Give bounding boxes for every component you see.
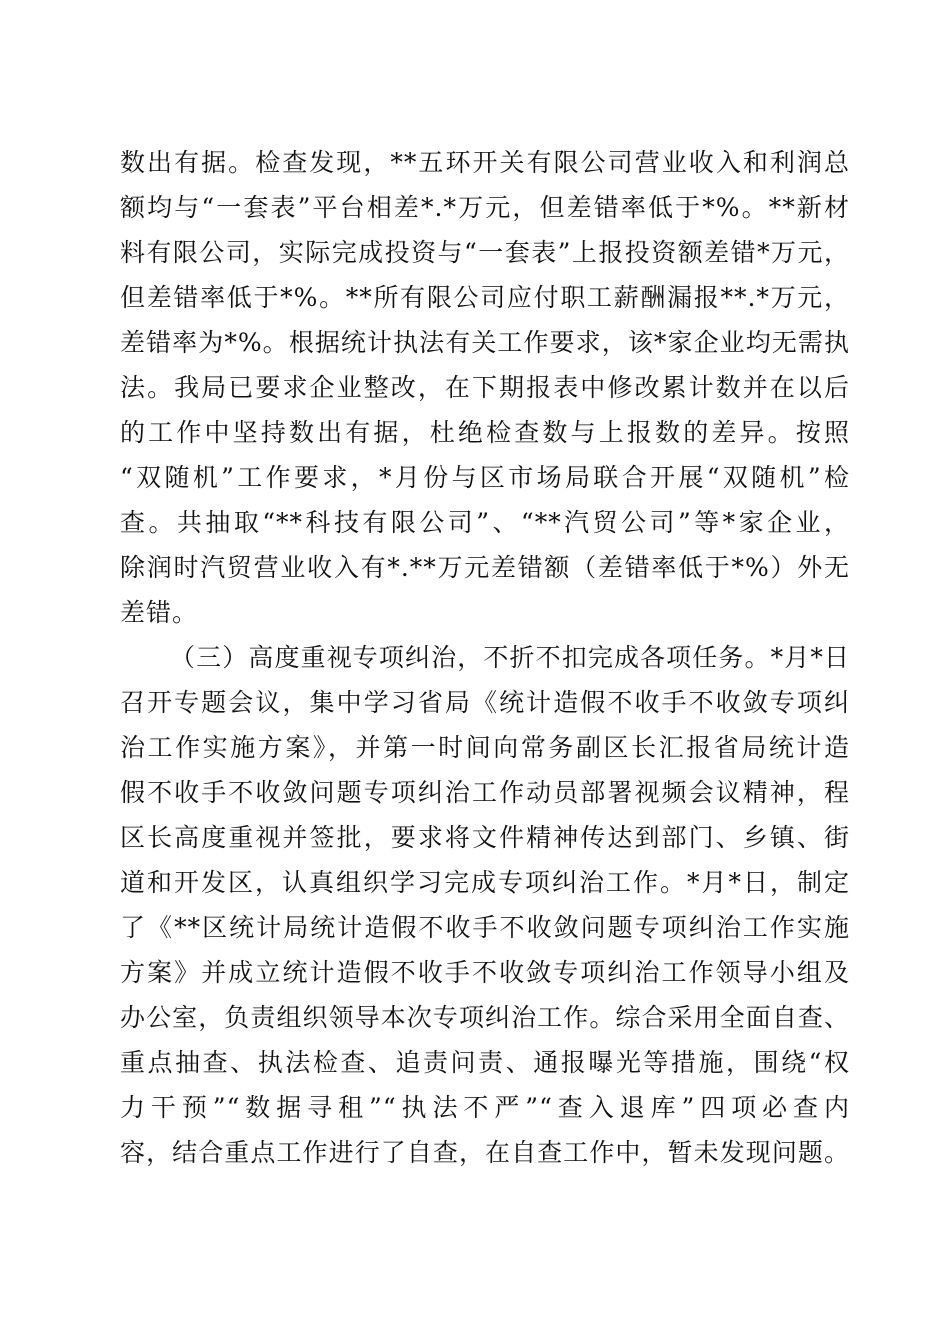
paragraph-line: 了《**区统计局统计造假不收手不收敛问题专项纠治工作实施	[120, 913, 850, 942]
paragraph-line: 数出有据。检查发现，**五环开关有限公司营业收入和利润总	[120, 148, 850, 177]
section-heading-line: （三）高度重视专项纠治，不折不扣完成各项任务。*月*日	[170, 643, 850, 672]
paragraph-line: 力干预”“数据寻租”“执法不严”“查入退库”四项必查内	[120, 1093, 850, 1122]
paragraph-line: 差错率为*%。根据统计执法有关工作要求，该*家企业均无需执	[120, 328, 850, 357]
paragraph-line: 方案》并成立统计造假不收手不收敛专项纠治工作领导小组及	[120, 958, 850, 987]
paragraph-line: 区长高度重视并签批，要求将文件精神传达到部门、乡镇、街	[120, 823, 850, 852]
paragraph-line: 查。共抽取“**科技有限公司”、“**汽贸公司”等*家企业，	[120, 508, 850, 537]
paragraph-line: 的工作中坚持数出有据，杜绝检查数与上报数的差异。按照	[120, 418, 850, 447]
paragraph-1	[120, 140, 850, 635]
paragraph-line: 但差错率低于*%。**所有限公司应付职工薪酬漏报**.*万元，	[120, 283, 850, 312]
paragraph-line: 容，结合重点工作进行了自查，在自查工作中，暂未发现问题。	[120, 1138, 850, 1167]
paragraph-line: 道和开发区，认真组织学习完成专项纠治工作。*月*日，制定	[120, 868, 850, 897]
paragraph-line: 治工作实施方案》，并第一时间向常务副区长汇报省局统计造	[120, 733, 850, 762]
paragraph-2	[120, 635, 850, 1175]
paragraph-line: 召开专题会议，集中学习省局《统计造假不收手不收敛专项纠	[120, 688, 850, 717]
paragraph-line: “双随机”工作要求，*月份与区市场局联合开展“双随机”检	[120, 463, 850, 492]
paragraph-line: 重点抽查、执法检查、追责问责、通报曝光等措施，围绕“权	[120, 1048, 850, 1077]
paragraph-line: 料有限公司，实际完成投资与“一套表”上报投资额差错*万元，	[120, 238, 850, 267]
paragraph-line: 法。我局已要求企业整改，在下期报表中修改累计数并在以后	[120, 373, 850, 402]
paragraph-line: 假不收手不收敛问题专项纠治工作动员部署视频会议精神，程	[120, 778, 850, 807]
paragraph-line: 办公室，负责组织领导本次专项纠治工作。综合采用全面自查、	[120, 1003, 850, 1032]
document-body	[120, 140, 850, 1175]
paragraph-line: 除润时汽贸营业收入有*.**万元差错额（差错率低于*%）外无	[120, 553, 850, 582]
paragraph-line: 额均与“一套表”平台相差*.*万元，但差错率低于*%。**新材	[120, 193, 850, 222]
paragraph-line: 差错。	[120, 598, 199, 627]
